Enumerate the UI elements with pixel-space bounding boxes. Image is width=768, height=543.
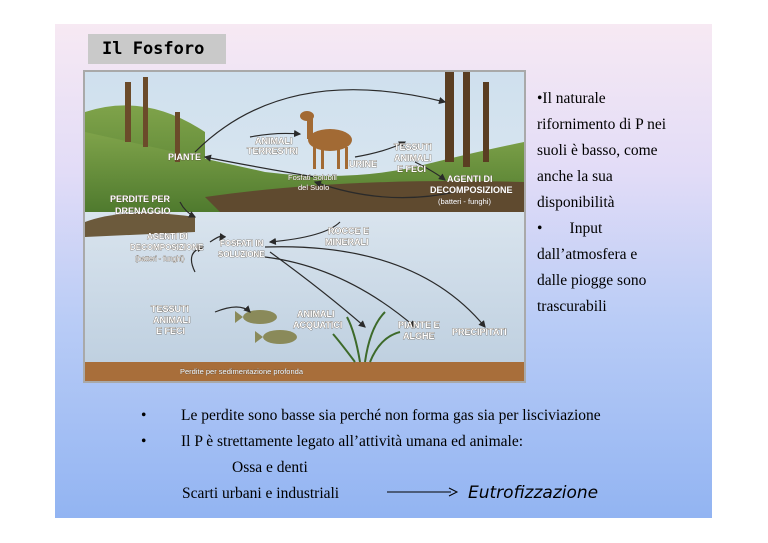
bullet-marker: •	[141, 407, 147, 424]
label-tessuti-3: E FECI	[397, 164, 427, 174]
label-piante-alghe-1: PIANTE E	[398, 320, 440, 330]
label-piante-alghe-2: ALGHE	[403, 331, 435, 341]
label-animali-terrestri-2: TERRESTRI	[247, 146, 299, 156]
side-line: disponibilità	[537, 194, 615, 211]
label-precipitati: PRECIPITATI	[452, 327, 507, 337]
label-perdite-2: DRENAGGIO	[115, 206, 171, 216]
bullet-marker: •	[141, 433, 147, 450]
label-urine: URINE	[349, 159, 378, 169]
bullet-text-1: Le perdite sono basse sia perché non forma gas sia per lisciviazione	[181, 407, 601, 424]
label-fosfati-sol-2: SOLUZIONE	[218, 250, 265, 259]
label-fosfati-suolo-1: Fosfati Solubili	[288, 173, 337, 182]
eutrofizzazione-label: Eutrofizzazione	[468, 483, 599, 503]
label-tessuti-acq-1: TESSUTI	[151, 304, 190, 314]
label-perdite-sedimentazione: Perdite per sedimentazione profonda	[180, 367, 303, 376]
label-rocce-2: MINERALI	[325, 237, 369, 247]
label-agenti-3: (batteri - funghi)	[438, 197, 491, 206]
label-animali-acq-2: ACQUATICI	[293, 320, 343, 330]
label-agenti-acq-2: DECOMPOSIZIONE	[130, 243, 204, 252]
sub-item-scarti: Scarti urbani e industriali	[182, 485, 340, 502]
phosphorus-cycle-illustration	[83, 70, 526, 383]
side-line: rifornimento di P nei	[537, 116, 667, 133]
label-tessuti-acq-2: ANIMALI	[153, 315, 191, 325]
side-text	[537, 86, 707, 320]
label-tessuti-acq-3: E FECI	[156, 326, 186, 336]
bullet-text-2: Il P è strettamente legato all’attività umana ed animale:	[181, 433, 524, 450]
label-tessuti-1: TESSUTI	[394, 142, 433, 152]
label-agenti-acq-1: AGENTI DI	[147, 232, 188, 241]
label-animali-acq-1: ANIMALI	[297, 309, 335, 319]
side-line: trascurabili	[537, 298, 607, 315]
label-animali-terrestri-1: ANIMALI	[255, 136, 293, 146]
label-fosfati-suolo-2: del Suolo	[298, 183, 330, 192]
arrow-right-icon	[387, 486, 459, 498]
label-piante: PIANTE	[168, 152, 202, 162]
label-agenti-acq-3: (batteri - funghi)	[135, 256, 185, 263]
sub-item-ossa: Ossa e denti	[232, 459, 308, 476]
label-fosfati-sol-1: FOSFATI IN	[220, 239, 264, 248]
side-line: suoli è basso, come	[537, 142, 658, 159]
side-line: dall’atmosfera e	[537, 246, 638, 263]
label-agenti-1: AGENTI DI	[447, 174, 493, 184]
label-agenti-2: DECOMPOSIZIONE	[430, 185, 513, 195]
label-perdite-1: PERDITE PER	[110, 194, 171, 204]
slide-title: Il Fosforo	[88, 34, 226, 64]
side-line: dalle piogge sono	[537, 272, 647, 289]
side-line: • Input	[537, 220, 603, 237]
side-line: •Il naturale	[537, 90, 606, 107]
label-rocce-1: ROCCE E	[328, 226, 370, 236]
side-line: anche la sua	[537, 168, 613, 185]
label-tessuti-2: ANIMALI	[394, 153, 432, 163]
